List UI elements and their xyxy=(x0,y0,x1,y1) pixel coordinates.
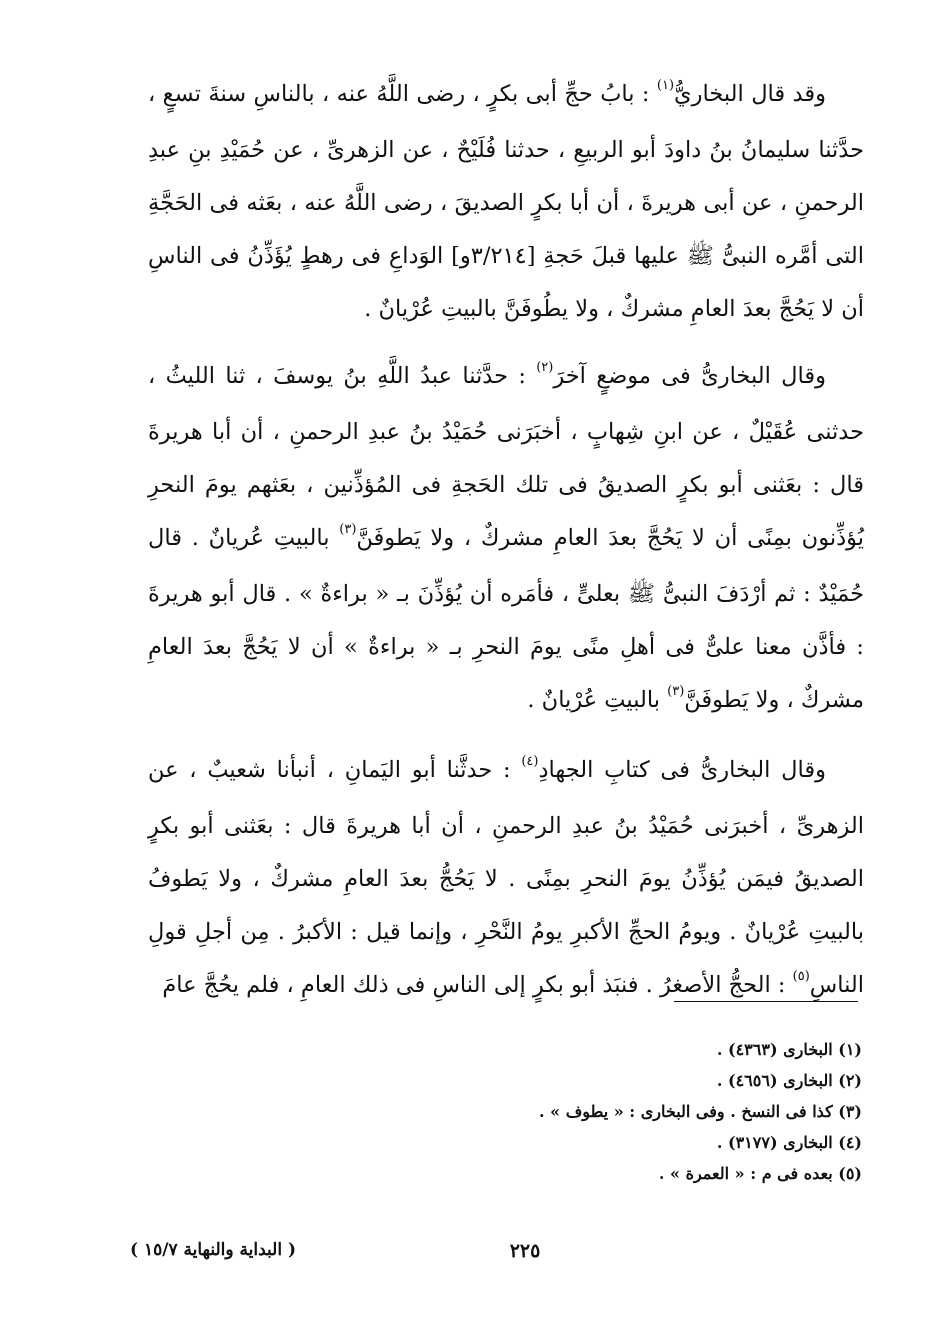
footnote: (٥) بعده فى م : « العمرة » . xyxy=(658,1164,862,1183)
text-segment: وقال البخارىُّ فى كتابِ الجهادِ xyxy=(538,757,826,783)
paragraph xyxy=(148,744,864,1015)
paragraph xyxy=(148,350,864,730)
running-title: ( البداية والنهاية ١٥/٧ ) xyxy=(130,1240,297,1260)
footnote-reference[interactable]: (١) xyxy=(656,78,675,93)
text-segment: : حدثَّنا أبو اليَمانِ ، أنبأنا شعيبٌ ، عن الزهرىِّ ، أخبرَنى حُمَيْدُ بنُ عبدِ الرحمنِ ، أن أبا هريرةَ قال : بعَثنى أبو بكرٍ الصديقُ فيمَن يُؤذِّنُ يومَ النحرِ بمِنًى . لا يَحُجُّ بعدَ العامِ مشركٌ ، ولا يَطوفُ بالبيتِ عُرْيانٌ . ويومُ الحجِّ الأكبرِ يومُ النَّحْرِ ، وإنما قيل : الأكبرُ . مِن أجلِ قولِ الناسِ xyxy=(148,757,864,998)
text-segment: وقال البخارىُّ فى موضعٍ آخرَ xyxy=(553,363,826,389)
text-segment: : حدَّثنا عبدُ اللَّهِ بنُ يوسفَ ، ثنا الليثُ ، حدثنى عُقَيْلٌ ، عن ابنِ شِهابٍ ، أخبَرَنى حُمَيْدُ بنُ عبدِ الرحمنِ ، أن أبا هريرةَ قال : بعَثنى أبو بكرٍ الصديقُ فى تلك الحَجةِ فى المُؤذِّنين ، بعَثهم يومَ النحرِ يُؤذِّنون بمِنًى أن لا يَحُجَّ بعدَ العامِ مشركٌ ، ولا يَطوفَنَّ xyxy=(148,363,864,551)
text-segment: : الحجُّ الأصغرُ . فنبَذ أبو بكرٍ إلى الناسِ فى ذلك العامِ ، فلم يحُجَّ عامَ xyxy=(162,972,793,998)
footnote: (١) البخارى (٤٣٦٣) . xyxy=(716,1040,862,1059)
text-segment: بالبيتِ عُرْيانٌ . xyxy=(527,687,668,713)
footnote-separator xyxy=(674,1001,858,1002)
footnote: (٤) البخارى (٣١٧٧) . xyxy=(716,1133,862,1152)
main-text xyxy=(148,68,864,1029)
footnote-reference[interactable]: (٥) xyxy=(792,969,810,984)
footnote-reference[interactable]: (٣) xyxy=(339,522,357,537)
page-number: ٢٢٥ xyxy=(509,1240,541,1262)
footnote-reference[interactable]: (٣) xyxy=(667,684,685,699)
paragraph xyxy=(148,68,864,336)
text-segment: : بابُ حجِّ أبى بكرٍ ، رضى اللَّهُ عنه ، بالناسِ سنةَ تسعٍ ، حدَّثنا سليمانُ بنُ داودَ أبو الربيعِ ، حدثنا فُلَيْحٌ ، عن الزهرىِّ ، عن حُمَيْدِ بنِ عبدِ الرحمنِ ، عن أبى هريرةَ ، أن أبا بكرٍ الصديقَ ، رضى اللَّهُ عنه ، بعَثه فى الحَجَّةِ التى أمَّره النبىُّ ﷺ عليها قبلَ حَجةِ [٣/٢١٤و] الوَداعِ فى رهطٍ يُؤَذِّنُ فى الناسِ أن لا يَحُجَّ بعدَ العامِ مشركٌ ، ولا يطُوفَنَّ بالبيتِ عُرْيانٌ . xyxy=(148,81,864,322)
text-segment: وقد قال البخاريُّ xyxy=(674,81,826,107)
footnote: (٣) كذا فى النسخ . وفى البخارى : « يطوف » . xyxy=(539,1102,862,1121)
footnotes-list xyxy=(300,1034,862,1189)
text-segment: بالبيتِ عُريانٌ . قال حُمَيْدٌ : ثم أرْدَفَ النبىُّ ﷺ بعلىٍّ ، فأمَره أن يُؤذِّنَ بـ « براءةٌ » . قال أبو هريرةَ : فأذَّن معنا علىٌّ فى أهلِ منًى يومَ النحرِ بـ « براءةٌ » أن لا يَحُجَّ بعدَ العامِ مشركٌ ، ولا يَطوفَنَّ xyxy=(148,525,864,713)
page-footer xyxy=(130,1240,890,1270)
footnote-reference[interactable]: (٤) xyxy=(521,754,539,769)
footnote-reference[interactable]: (٢) xyxy=(536,360,554,375)
footnote: (٢) البخارى (٤٦٥٦) . xyxy=(716,1071,862,1090)
